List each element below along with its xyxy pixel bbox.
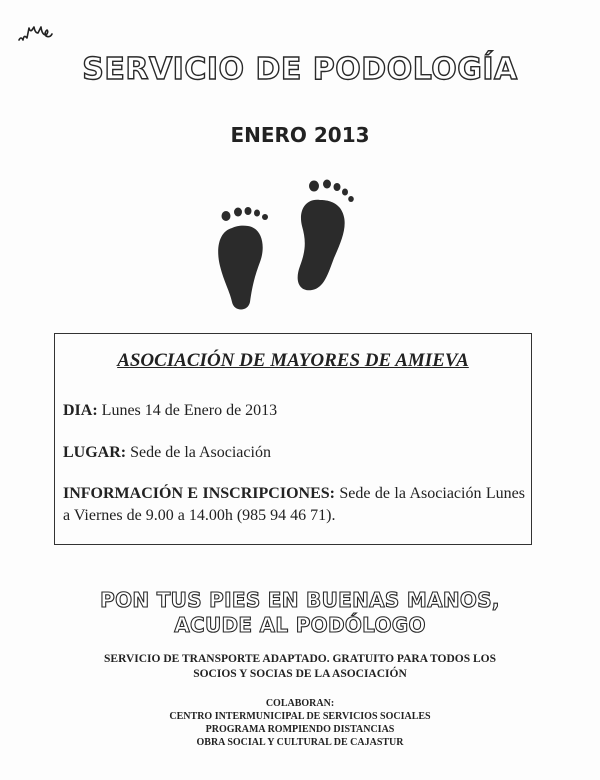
event-registration-info [63, 483, 525, 527]
place-value: Sede de la Asociación [130, 444, 271, 461]
day-value: Lunes 14 de Enero de 2013 [101, 402, 278, 419]
collaborator-item: CENTRO INTERMUNICIPAL DE SERVICIOS SOCIALES [169, 711, 431, 722]
place-label: LUGAR: [63, 444, 127, 461]
footprints-icon [210, 170, 370, 320]
info-label: INFORMACIÓN E INSCRIPCIONES: [63, 485, 335, 502]
event-details-box [54, 333, 532, 545]
collaborator-item: OBRA SOCIAL Y CULTURAL DE CAJASTUR [196, 737, 404, 748]
collaborator-item: PROGRAMA ROMPIENDO DISTANCIAS [205, 724, 395, 735]
collaborators-heading: COLABORAN: [265, 698, 335, 709]
page-title: SERVICIO DE PODOLOGÍA [82, 52, 518, 87]
day-label: DIA: [63, 402, 98, 419]
transport-notice-line-2: SOCIOS Y SOCIAS DE LA ASOCIACIÓN [193, 668, 407, 680]
slogan-line-2: ACUDE AL PODÓLOGO [174, 613, 426, 637]
slogan-line-1: PON TUS PIES EN BUENAS MANOS, [100, 588, 500, 612]
handwritten-initials [16, 22, 58, 48]
event-day [63, 400, 525, 422]
info-value: Sede de la Asociación Lunes a Viernes de 9.00 a 14.00h (985 94 46 71). [63, 485, 525, 524]
transport-notice-line-1: SERVICIO DE TRANSPORTE ADAPTADO. GRATUITO PARA TODOS LOS [104, 653, 496, 665]
organization-heading: ASOCIACIÓN DE MAYORES DE AMIEVA [117, 350, 469, 371]
event-place [63, 442, 525, 464]
event-month: ENERO 2013 [230, 123, 370, 147]
